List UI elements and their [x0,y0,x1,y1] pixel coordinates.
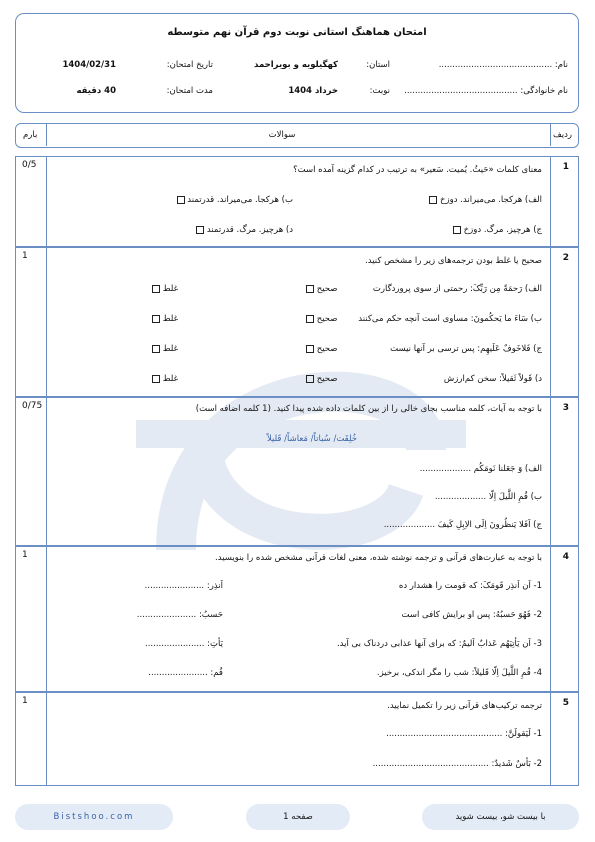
turn-value: خرداد 1404 [288,86,338,96]
question-score: 1 [22,251,28,261]
question-1 [15,156,579,247]
col-questions: سوالات [268,130,296,140]
tf-item: ج) فَلاخَوفٌ عَلَیهِم: پس ترسی بر آنها نیست [390,344,542,354]
correct-option[interactable]: صحیح [306,344,337,354]
vocab-item: 2- فَهُوَ حَسبُهُ: پس او برایش کافی است [401,610,542,620]
question-score: 1 [22,696,28,706]
correct-option[interactable]: صحیح [306,314,337,324]
footer-page-number: صفحه 1 [246,804,350,830]
correct-option[interactable]: صحیح [306,284,337,294]
wrong-option[interactable]: غلط [152,314,178,324]
question-number: 5 [562,698,569,708]
question-number: 2 [562,253,569,263]
question-prompt: صحیح یا غلط بودن ترجمه‌های زیر را مشخص کنید. [365,256,542,266]
exam-title: امتحان هماهنگ استانی نوبت دوم قرآن نهم متوسطه [167,27,427,38]
wrong-option[interactable]: غلط [152,374,178,384]
option-c[interactable]: ج) هرچیز. مرگ. دوزخ [453,225,542,235]
vocab-answer: اَنذِر: ...................... [144,581,223,591]
question-number: 4 [562,552,569,562]
province-field: استان: [366,60,390,70]
question-number: 1 [562,162,569,172]
fill-item: ج) اَفَلا یَنظُرونَ اِلَی الاِبِلِ کَیفَ ................... [383,520,542,530]
checkbox-icon[interactable] [152,375,160,383]
turn-field: نوبت: [369,86,390,96]
question-score: 1 [22,550,28,560]
vocab-item: 4- قُمِ اللَّیلَ اِلّا قَلیلاً: شب را مگر اندکی، برخیز. [376,668,542,678]
col-row: ردیف [552,130,572,140]
question-2 [15,247,579,397]
question-number: 3 [562,403,569,413]
word-bank: خُلِقَت/ سُباتاً/ مَعاشاً/ قَلیلاً [266,434,358,444]
date-value: 1404/02/31 [62,60,116,70]
checkbox-icon[interactable] [306,375,314,383]
col-score: بارم [23,130,38,140]
checkbox-icon[interactable] [152,285,160,293]
question-4 [15,546,579,692]
checkbox-icon[interactable] [453,226,461,234]
wrong-option[interactable]: غلط [152,344,178,354]
date-label: تاریخ امتحان: [166,60,213,70]
duration-value: 40 دقیقه [76,86,116,96]
name-field: نام: .......................................... [438,60,568,70]
wrong-option[interactable]: غلط [152,284,178,294]
checkbox-icon[interactable] [177,196,185,204]
question-prompt: معنای کلمات «حَیثُ. یُمیت. سَعیر» به ترتیب در کدام گزینه آمده است؟ [293,165,542,175]
tf-item: د) قَولاً ثَقیلاً: سخن کم‌ارزش [443,374,542,384]
footer-slogan: با بیست شو، بیست شوید [422,804,579,830]
translation-item: 1- لَیَقولَنَّ: ........................................... [386,729,542,739]
checkbox-icon[interactable] [429,196,437,204]
family-dots: .......................................... [404,86,518,96]
vocab-item: 3- اَن یَأتِیَهُم عَذابٌ اَلیمٌ: که برای آنها عذابی دردناک بی آید. [336,639,542,649]
option-b[interactable]: ب) هرکجا. می‌میراند. قدرتمند [177,195,293,205]
province-value: کهگیلویه و بویراحمد [254,60,338,70]
option-a[interactable]: الف) هرکجا. می‌میراند. دوزخ [429,195,542,205]
checkbox-icon[interactable] [306,315,314,323]
column-header [15,123,579,148]
question-5 [15,692,579,786]
exam-header [15,13,579,113]
question-prompt: با توجه به عبارت‌های قرآنی و ترجمه نوشته شده، معنی لغات قرآنی مشخص شده را بنویسید. [215,553,542,563]
correct-option[interactable]: صحیح [306,374,337,384]
footer-site-link[interactable]: Bistshoo.com [15,804,173,830]
fill-item: الف) وَ جَعَلنا نَومَکُم ................... [419,464,542,474]
vocab-answer: یَأتِ: ...................... [145,639,223,649]
question-3 [15,397,579,546]
name-dots: .......................................... [438,60,553,70]
fill-item: ب) قُمِ اللَّیلَ اِلّا ................... [434,492,542,502]
checkbox-icon[interactable] [152,345,160,353]
tf-item: الف) رَحمَةً مِن رَبِّکَ: رحمتی از سوی پروردگارت [372,284,542,294]
checkbox-icon[interactable] [196,226,204,234]
checkbox-icon[interactable] [306,285,314,293]
question-score: 0/75 [22,401,43,411]
vocab-item: 1- اَن اَنذِر قَومَکَ: که قومت را هشدار ده [398,581,542,591]
question-prompt: با توجه به آیات، کلمه مناسب بجای خالی را از بین کلمات داده شده پیدا کنید. (1 کلمه اضافه است) [195,404,542,414]
checkbox-icon[interactable] [306,345,314,353]
question-prompt: ترجمه ترکیب‌های قرآنی زیر را تکمیل نمایید. [387,701,542,711]
duration-label: مدت امتحان: [166,86,213,96]
vocab-answer: قُم: ...................... [148,668,223,678]
option-d[interactable]: د) هرچیز. مرگ. قدرتمند [196,225,293,235]
vocab-answer: حَسبُ: ...................... [136,610,223,620]
tf-item: ب) سَاءَ ما یَحکُمونَ: مساوی است آنچه حکم می‌کنند [358,314,542,324]
question-score: 0/5 [22,160,37,170]
checkbox-icon[interactable] [152,315,160,323]
family-field: نام خانوادگی: .......................................... [404,86,568,96]
translation-item: 2- بَأسٌ شَدیدٌ: ........................................... [372,759,542,769]
